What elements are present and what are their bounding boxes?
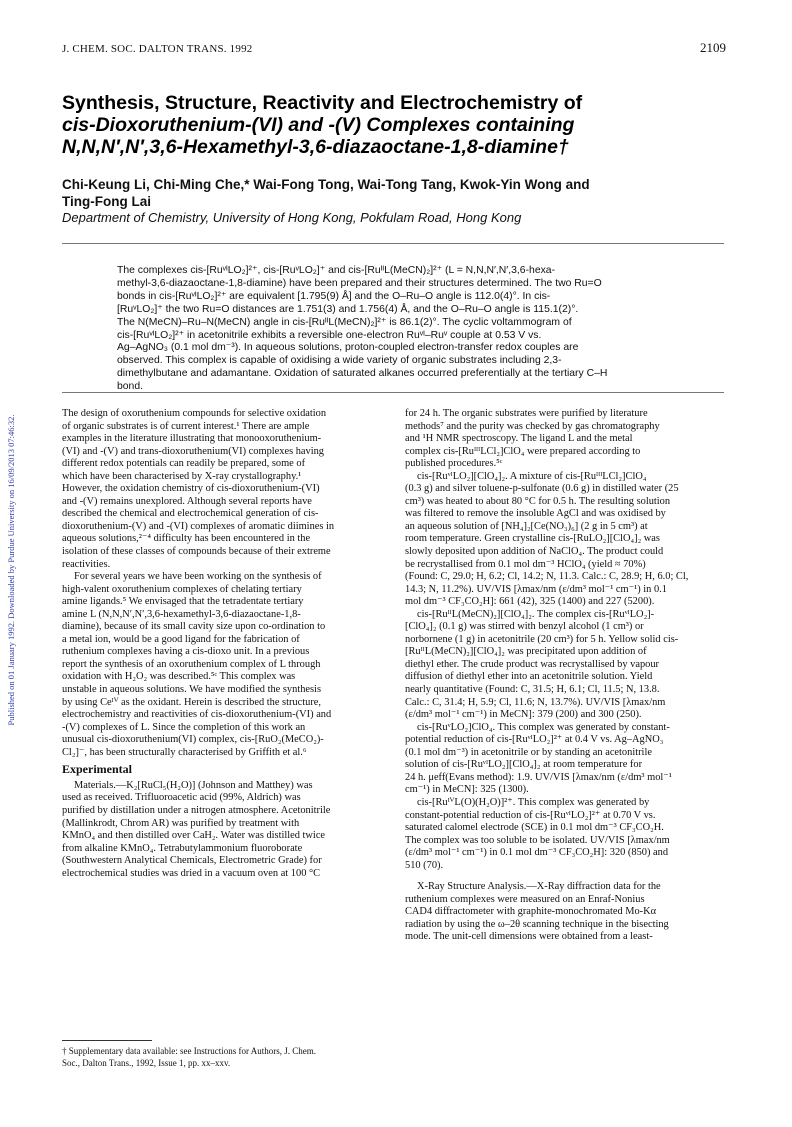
title-line: Synthesis, Structure, Reactivity and Electrochemistry of — [62, 92, 583, 114]
abstract — [117, 265, 727, 394]
article-title — [62, 92, 752, 158]
body-line: cis-[RuᴵᴵL(MeCN)₂][ClO₄]₂. The complex cis-[RuᵛᴵLO₂]- — [417, 608, 655, 620]
introduction-text — [62, 408, 398, 759]
body-line: diffusion of diethyl ether into an acetonitrile solution. Yield — [405, 671, 653, 683]
body-line: [ClO₄]₂ (0.1 g) was stirred with benzyl alcohol (1 cm³) or — [405, 621, 644, 633]
abstract-line: [RuᵛLO₂]⁺ the two Ru=O distances are 1.751(3) and 1.756(4) Å, and the O–Ru–O angle is 115.1(2)°. — [117, 303, 579, 315]
body-line: slowly deposited upon addition of NaClO₄. The product could — [405, 546, 664, 558]
abstract-line: observed. This complex is capable of oxidising a wide variety of organic substrates including 2,3- — [117, 355, 562, 367]
body-line: for 24 h. The organic substrates were purified by literature — [405, 408, 648, 419]
body-line: from alkaline KMnO₄. Tetrabutylammonium fluoroborate — [62, 842, 303, 854]
body-line: described the chemical and electrochemical generation of cis- — [62, 508, 319, 520]
body-line: (ε/dm³ mol⁻¹ cm⁻¹) in 0.1 mol dm⁻³ CF₃CO₂H]: 320 (850) and — [405, 847, 669, 859]
body-line: ruthenium complexes having a cis-dioxo unit. In a previous — [62, 646, 310, 658]
body-line: and -(V) remains unexplored. Although several reports have — [62, 495, 312, 507]
body-line: examples in the literature illustrating that monooxoruthenium- — [62, 433, 322, 445]
body-line: report the synthesis of an oxoruthenium complex of L through — [62, 658, 321, 670]
body-line: cm⁻¹) in MeCN]: 325 (1300). — [405, 784, 529, 796]
body-line: aqueous solutions,²⁻⁴ difficulty has been encountered in the — [62, 533, 311, 545]
body-line: by using Ceᴵⱽ as the oxidant. Herein is described the structure, — [62, 696, 321, 708]
body-line: used as received. Trifluoroacetic acid (99%, Aldrich) was — [62, 792, 301, 804]
body-line: unusual cis-dioxoruthenium(VI) complex, cis-[RuO₂(MeCO₂)- — [62, 734, 324, 746]
body-line: CAD4 diffractometer with graphite-monochromated Mo-Kα — [405, 906, 657, 918]
body-line: which have been characterised by X-ray crystallography.¹ — [62, 470, 302, 482]
body-line: 14.3; N, 11.2%). UV/VIS [λmax/nm (ε/dm³ mol⁻¹ cm⁻¹) in 0.1 — [405, 583, 667, 595]
body-line: different redox potentials can readily be prepared, some of — [62, 458, 306, 470]
experimental-text — [62, 780, 398, 880]
body-line: cis-[RuᵛLO₂]ClO₄. This complex was generated by constant- — [417, 721, 670, 733]
body-line: potential reduction of cis-[RuᵛᴵLO₂]²⁺ at 0.4 V vs. Ag–AgNO₃ — [405, 734, 664, 746]
affiliation: Department of Chemistry, University of Hong Kong, Pokfulam Road, Hong Kong — [62, 210, 522, 225]
body-line: ruthenium complexes were measured on an Enraf-Nonius — [405, 893, 645, 905]
body-line: (VI) and -(V) and trans-dioxoruthenium(VI) complexes having — [62, 445, 324, 457]
body-line: saturated calomel electrode (SCE) in 0.1 mol dm⁻³ CF₃CO₂H. — [405, 822, 664, 834]
body-line: norbornene (1 g) in acetonitrile (20 cm³) for 5 h. Yellow solid cis- — [405, 633, 679, 645]
body-line: 510 (70). — [405, 859, 444, 871]
body-line: diethyl ether. The crude product was recrystallised by vapour — [405, 658, 660, 670]
body-line: solution of cis-[RuᵛᴵLO₂][ClO₄]₂ at room temperature for — [405, 759, 643, 771]
body-line: (0.3 g) and silver toluene-p-sulfonate (0.6 g) in distilled water (25 — [405, 483, 679, 495]
body-line: (Southwestern Analytical Chemicals, Electrometric Grade) for — [62, 855, 322, 867]
paragraph-gap — [405, 872, 741, 881]
body-line: amine L (N,N,N′,N′,3,6-hexamethyl-3,6-diazaoctane-1,8- — [62, 608, 301, 620]
body-line: nearly quantitative (Found: C, 31.5; H, 6.1; Cl, 11.5; N, 13.8. — [405, 684, 660, 696]
abstract-line: The N(MeCN)–Ru–N(MeCN) angle in cis-[RuᴵᴵL(MeCN)₂]²⁺ is 86.1(2)°. The cyclic voltammogram of — [117, 316, 572, 328]
body-line: mol dm⁻³ CF₃CO₂H]: 661 (42), 325 (1400) and 227 (5200). — [405, 596, 655, 608]
abstract-line: methyl-3,6-diazaoctane-1,8-diamine) have been prepared and their structures determined. The two Ru=O — [117, 277, 602, 289]
body-line: dioxoruthenium-(V) and -(VI) complexes of aromatic diimines in — [62, 520, 335, 532]
footnote-divider — [62, 1040, 152, 1041]
divider-top — [62, 243, 724, 244]
body-line: high-valent oxoruthenium complexes of chelating tertiary — [62, 583, 302, 595]
title-line: cis-Dioxoruthenium-(VI) and -(V) Complexes containing — [62, 114, 575, 136]
body-line: reactivities. — [62, 558, 111, 570]
body-line: room temperature. Green crystalline cis-[RuLO₂][ClO₄]₂ was — [405, 533, 660, 545]
left-column — [62, 408, 398, 880]
author-line: Chi-Keung Li, Chi-Ming Che,* Wai-Fong Tong, Wai-Tong Tang, Kwok-Yin Wong and — [62, 177, 590, 192]
footnote — [62, 1046, 398, 1069]
body-line: mode. The unit-cell dimensions were obtained from a least- — [405, 931, 653, 943]
body-line: electrochemistry and reactivities of cis-dioxoruthenium-(VI) and — [62, 709, 332, 721]
abstract-line: Ag–AgNO₃ (0.1 mol dm⁻³). In aqueous solutions, proton-coupled electron-transfer redox couples are — [117, 342, 579, 354]
abstract-line: dimethylbutane and adamantane. Oxidation of saturated alkanes occurred preferentially at the tertiary C–H — [117, 368, 608, 380]
body-line: purified by distillation under a nitrogen atmosphere. Acetonitrile — [62, 804, 331, 816]
body-line: published procedures.⁵ᶜ — [405, 458, 503, 470]
body-line: a metal ion, would be a good ligand for the fabrication of — [62, 633, 300, 645]
running-header-journal: J. CHEM. SOC. DALTON TRANS. 1992 — [62, 43, 253, 55]
body-line: -(V) complexes of L. Since the completion of this work an — [62, 721, 306, 733]
body-line: was filtered to remove the insoluble AgCl and was oxidised by — [405, 508, 666, 520]
body-line: methods⁷ and the purity was checked by gas chromatography — [405, 420, 660, 432]
body-line: [RuᴵᴵL(MeCN)₂][ClO₄]₂ was precipitated upon addition of — [405, 646, 647, 658]
page-number: 2109 — [700, 40, 726, 55]
footnote-line: Soc., Dalton Trans., 1992, Issue 1, pp. xx–xxv. — [62, 1057, 231, 1068]
body-line: cis-[RuᴵⱽL(O)(H₂O)]²⁺. This complex was generated by — [417, 796, 650, 808]
divider-abstract — [62, 392, 724, 393]
right-column — [405, 408, 741, 944]
body-line: Materials.—K₂[RuCl₅(H₂O)] (Johnson and Matthey) was — [74, 779, 313, 791]
body-line: oxidation with H₂O₂ was described.⁵ᶜ This complex was — [62, 671, 296, 683]
download-notice — [2, 250, 20, 890]
title-line: N,N,N′,N′,3,6-Hexamethyl-3,6-diazaoctane-1,8-diamine† — [62, 136, 569, 158]
abstract-line: cis-[RuᵛᴵLO₂]²⁺ in acetonitrile exhibits a reversible one-electron Ruᵛᴵ–Ruᵛ couple at 0.53 V vs. — [117, 329, 542, 341]
abstract-line: bonds in cis-[RuᵛᴵLO₂]²⁺ are equivalent [1.795(9) Å] and the O–Ru–O angle is 112.0(4)°. In cis- — [117, 290, 551, 302]
body-line: (ε/dm³ mol⁻¹ cm⁻¹) in MeCN]: 379 (200) and 300 (250). — [405, 709, 642, 721]
body-line: constant-potential reduction of cis-[RuᵛᴵLO₂]²⁺ at 0.70 V vs. — [405, 809, 656, 821]
body-line: For several years we have been working on the synthesis of — [74, 571, 322, 583]
body-line: X-Ray Structure Analysis.—X-Ray diffraction data for the — [417, 881, 661, 893]
footnote-line: † Supplementary data available: see Instructions for Authors, J. Chem. — [62, 1046, 316, 1056]
body-line: unstable in aqueous solutions. We have modified the synthesis — [62, 684, 321, 696]
author-line: Ting-Fong Lai — [62, 194, 151, 209]
body-line: cis-[RuᵛᴵLO₂][ClO₄]₂. A mixture of cis-[RuᴵᴵᴵLCl₂]ClO₄ — [417, 470, 647, 482]
body-line: and ¹H NMR spectroscopy. The ligand L and the metal — [405, 433, 633, 445]
body-line: 24 h. μeff(Evans method): 1.9. UV/VIS [λmax/nm (ε/dm³ mol⁻¹ — [405, 771, 672, 783]
body-line: amine ligands.⁵ We envisaged that the tetradentate tertiary — [62, 596, 304, 608]
section-heading-experimental: Experimental — [62, 762, 132, 777]
abstract-line: bond. — [117, 381, 144, 393]
body-line: (Found: C, 29.0; H, 6.2; Cl, 14.2; N, 11.3. Calc.: C, 28.9; H, 6.0; Cl, — [405, 571, 689, 583]
body-line: The design of oxoruthenium compounds for selective oxidation — [62, 408, 327, 419]
body-line: an aqueous solution of [NH₄]₂[Ce(NO₃)₆] (2 g in 5 cm³) at — [405, 520, 648, 532]
body-line: The complex was too soluble to be isolated. UV/VIS [λmax/nm — [405, 834, 670, 846]
body-line: diamine), because of its small cavity size upon co-ordination to — [62, 621, 326, 633]
body-line: radiation by using the ω–2θ scanning technique in the bisecting — [405, 918, 669, 930]
body-line: However, the oxidation chemistry of cis-dioxoruthenium-(VI) — [62, 483, 320, 495]
body-line: (Mallinkrodt, Chrom AR) was purified by treatment with — [62, 817, 300, 829]
body-line: electrochemical studies was dried in a vacuum oven at 100 °C — [62, 867, 321, 879]
body-line: cm³) was heated to about 80 °C for 0.5 h. The resulting solution — [405, 495, 671, 507]
body-line: Calc.: C, 31.4; H, 5.9; Cl, 11.6; N, 13.7%). UV/VIS [λmax/nm — [405, 696, 666, 708]
body-line: KMnO₄ and then distilled over CaH₂. Water was distilled twice — [62, 830, 326, 842]
download-notice-text: Published on 01 January 1992. Downloaded by Purdue University on 16/09/2013 07:46:32. — [6, 414, 16, 726]
body-line: isolation of these classes of compounds because of their extreme — [62, 546, 331, 558]
body-line: Cl₂]⁻, has been structurally characterised by Griffith et al.⁶ — [62, 746, 307, 758]
body-line: complex cis-[RuᴵᴵᴵLCl₂]ClO₄ were prepared according to — [405, 445, 641, 457]
author-list — [62, 176, 752, 210]
body-line: of organic substrates is of current interest.¹ There are ample — [62, 420, 310, 432]
body-line: (0.1 mol dm⁻³) in acetonitrile or by standing an acetonitrile — [405, 746, 652, 758]
body-line: be recrystallised from 0.1 mol dm⁻³ HClO₄ (yield ≈ 70%) — [405, 558, 646, 570]
abstract-line: The complexes cis-[RuᵛᴵLO₂]²⁺, cis-[RuᵛLO₂]⁺ and cis-[RuᴵᴵL(MeCN)₂]²⁺ (L = N,N,N′,N′,3,6-hexa- — [117, 265, 556, 276]
